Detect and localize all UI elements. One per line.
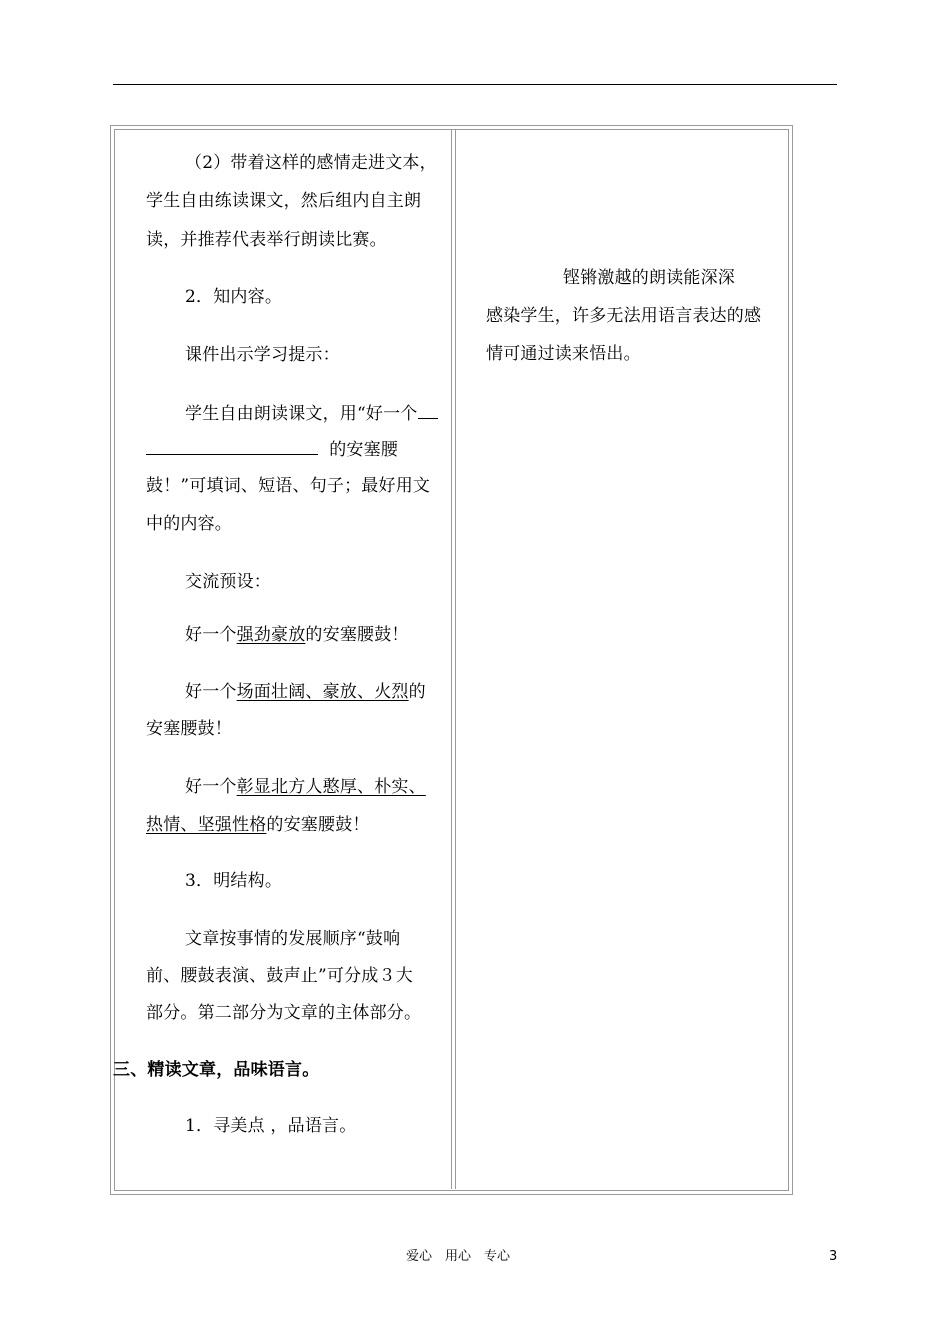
example-fill: 彰显北方人憨厚、朴实、 bbox=[236, 777, 426, 797]
section-heading: 三、精读文章，品味语言。 bbox=[113, 1060, 320, 1080]
paragraph-line: 学生自由练读课文，然后组内自主朗 bbox=[146, 191, 422, 211]
paragraph-line bbox=[146, 438, 398, 460]
paragraph-line: 课件出示学习提示： bbox=[185, 345, 340, 365]
comment-line: 情可通过读来悟出。 bbox=[486, 344, 641, 364]
column-divider bbox=[451, 129, 452, 1189]
paragraph-line: 部分。第二部分为文章的主体部分。 bbox=[146, 1003, 422, 1023]
paragraph-line: 读，并推荐代表举行朗读比赛。 bbox=[146, 230, 387, 250]
paragraph-line: 交流预设： bbox=[185, 572, 271, 592]
example-fill: 场面壮阔、豪放、火烈 bbox=[236, 682, 409, 702]
fill-blank bbox=[146, 438, 318, 455]
comment-line: 铿锵激越的朗读能深深 bbox=[563, 268, 735, 288]
task-text: 学生自由朗读课文，用“好一个 bbox=[185, 404, 418, 424]
paragraph-line: 鼓！”可填词、短语、句子；最好用文 bbox=[146, 476, 431, 496]
header-rule bbox=[113, 84, 837, 85]
fill-blank bbox=[418, 402, 438, 419]
footer-motto: 爱心 用心 专心 bbox=[406, 1249, 511, 1264]
task-text: 的安塞腰 bbox=[329, 440, 399, 460]
paragraph-line: 前、腰鼓表演、鼓声止”可分成３大 bbox=[146, 966, 413, 986]
example-fill: 强劲豪放 bbox=[236, 625, 306, 645]
example-prefix: 好一个 bbox=[185, 682, 237, 702]
paragraph-line: （2）带着这样的感情走进文本， bbox=[185, 153, 437, 173]
example-fill: 热情、坚强性格 bbox=[146, 815, 267, 835]
subheading: 1．寻美点 ，品语言。 bbox=[185, 1116, 357, 1136]
paragraph-line: 文章按事情的发展顺序“鼓响 bbox=[185, 929, 401, 949]
example-suffix: 的安塞腰鼓！ bbox=[305, 625, 409, 645]
example-suffix: 的安塞腰鼓！ bbox=[266, 815, 370, 835]
column-divider bbox=[455, 129, 456, 1189]
subheading: 3．明结构。 bbox=[185, 871, 283, 891]
example-line bbox=[185, 777, 426, 797]
example-suffix: 的 bbox=[408, 682, 426, 702]
paragraph-line: 中的内容。 bbox=[146, 514, 232, 534]
example-line bbox=[146, 815, 370, 835]
subheading: 2．知内容。 bbox=[185, 287, 283, 307]
example-prefix: 好一个 bbox=[185, 777, 237, 797]
example-prefix: 好一个 bbox=[185, 625, 237, 645]
paragraph-line bbox=[185, 402, 438, 424]
example-line bbox=[185, 625, 409, 645]
page-number: 3 bbox=[829, 1249, 838, 1264]
example-line: 安塞腰鼓！ bbox=[146, 719, 232, 739]
comment-line: 感染学生，许多无法用语言表达的感 bbox=[486, 306, 762, 326]
example-line bbox=[185, 682, 426, 702]
